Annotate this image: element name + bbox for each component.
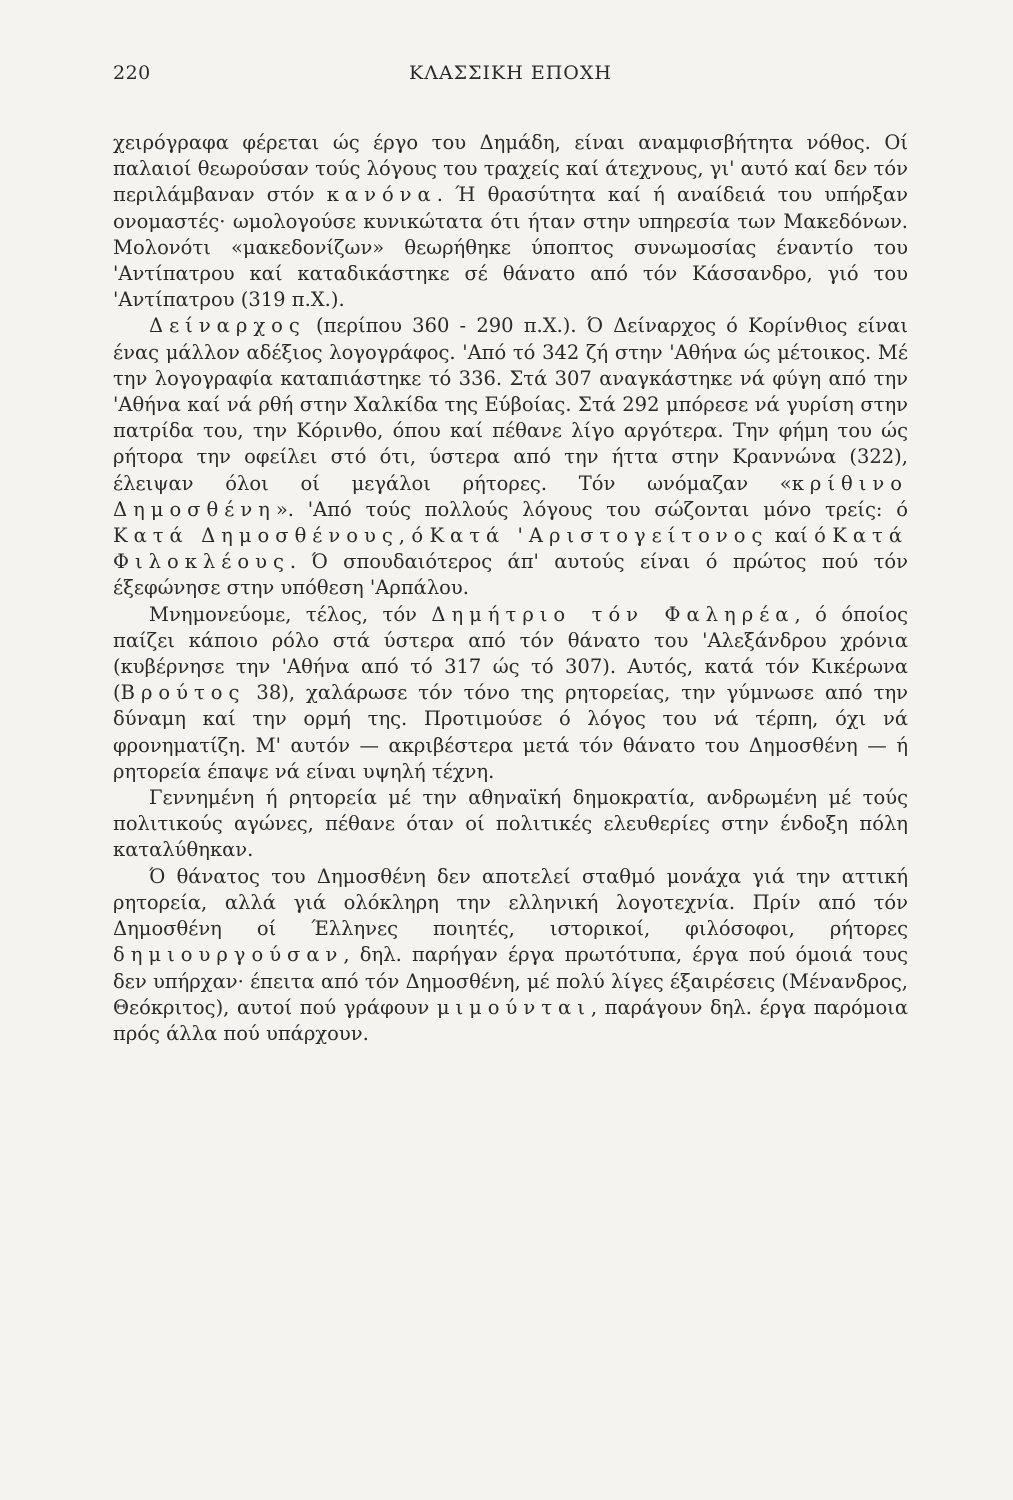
text-run: 38), χαλάρωσε τόν τόνο της ρητορείας, την γύμνωσε από την δύναμη καί την ορμή της. Προτιμούσε ό λόγος του νά τέρπη, όχι νά φρονηματίζη. Μ' αυτόν — ακριβέστερα μετά τόν θάνατο του Δημοσθένη — ή ρητορεία έπαψε νά είναι υψηλή τέχνη. bbox=[113, 681, 908, 783]
spaced-emphasis: κανόνα bbox=[326, 183, 437, 207]
spaced-emphasis: μιμούνται bbox=[436, 995, 591, 1019]
text-run: Γεννημένη ή ρητορεία μέ την αθηναϊκή δημοκρατία, ανδρωμένη μέ τούς πολιτικούς αγώνες, πέθανε όταν οί πολιτικές ελευθερίες στην ένδοξη πόλη καταλύθηκαν. bbox=[113, 786, 908, 862]
text-run: , ό όποίος παίζει κάποιο ρόλο στά ύστερα από τόν θάνατο του 'Αλεξάνδρου χρόνια (κυβέρνησε την 'Αθήνα από τό 317 ώς τό 307). Αυτός, κατά τόν Κικέρωνα ( bbox=[113, 602, 908, 705]
text-run: . Ό σπουδαιότερος άπ' αυτούς είναι ό πρώτος πού τόν έξεφώνησε στην υπόθεση 'Αρπάλου. bbox=[113, 550, 908, 600]
paragraph bbox=[113, 130, 908, 313]
text-run: , δηλ. παρήγαν έργα πρωτότυπα, έργα πού όμοιά τους δεν υπήρχαν· έπειτα από τόν Δημοσθένη, μέ πολύ λίγες έξαιρέσεις (Μένανδρος, Θεόκριτος), αυτοί πού γράφουν bbox=[113, 943, 908, 1019]
text-run: Ό θάνατος του Δημοσθένη δεν αποτελεί σταθμό μονάχα γιά την αττική ρητορεία, αλλά γιά ολόκληρη την ελληνική λογοτεχνία. Πρίν από τόν Δημοσθένη οί Έλληνες ποιητές, ιστορικοί, φιλόσοφοι, ρήτορες bbox=[113, 864, 908, 941]
spaced-emphasis: Κατά 'Αριστογείτονος bbox=[429, 524, 769, 548]
page-number: 220 bbox=[113, 62, 151, 84]
text-run: καί ό bbox=[768, 524, 833, 548]
spaced-emphasis: Δημήτριο τόν Φαληρέα bbox=[431, 602, 795, 626]
text-run: χειρόγραφα φέρεται ώς έργο του Δημάδη, είναι αναμφισβήτητα νόθος. Οί παλαιοί θεωρούσαν τούς λόγους του τραχείς καί άτεχνους, γι' αυτό καί δεν τόν περιλάμβαναν στόν bbox=[113, 131, 908, 207]
page-header bbox=[113, 62, 908, 92]
paragraph bbox=[113, 785, 908, 864]
text-run: (περίπου 360 - 290 π.Χ.). Ό Δείναρχος ό Κορίνθιος είναι ένας μάλλον αδέξιος λογογράφος. 'Από τό 342 ζή στην 'Αθήνα ώς μέτοικος. Μέ την λογογραφία καταπιάστηκε τό 336. Στά 307 αναγκάστηκε νά φύγη από την 'Αθήνα καί νά ρθή στην Χαλκίδα της Εύβοίας. Στά 292 μπόρεσε νά γυρίση στην πατρίδα του, την Κόρινθο, όπου καί πέθανε λίγο αργότερα. Την φήμη του ώς ρήτορα την οφείλει στό ότι, ύστερα από την ήττα στην Κραννώνα (322), έλειψαν όλοι οί μεγάλοι ρήτορες. Τόν ωνόμαζαν « bbox=[113, 314, 908, 495]
text-run: , ό bbox=[398, 524, 430, 548]
spaced-emphasis: Κατά Φιλοκλέους bbox=[113, 524, 908, 574]
text-run: ». 'Από τούς πολλούς λόγους του σώζονται μόνο τρείς: ό bbox=[275, 497, 908, 521]
spaced-emphasis: Δείναρχος bbox=[149, 314, 306, 338]
body-text bbox=[113, 130, 908, 1047]
spaced-emphasis: Κατά Δημοσθένους bbox=[113, 524, 399, 548]
spaced-emphasis: Βρούτος bbox=[120, 681, 246, 705]
paragraph bbox=[113, 313, 908, 601]
text-run: Μνημονεύομε, τέλος, τόν bbox=[149, 602, 432, 626]
text-run: . Ή θρασύτητα καί ή αναίδειά του υπήρξαν ονομαστές· ωμολογούσε κυνικώτατα ότι ήταν στην υπηρεσία των Μακεδόνων. Μολονότι «μακεδονίζων» θεωρήθηκε ύποπτος συνωμοσίας έναντίο του 'Αντίπατρου καί καταδικάστηκε σέ θάνατο από τόν Κάσσανδρο, γιό του 'Αντίπατρου (319 π.Χ.). bbox=[113, 183, 908, 312]
spaced-emphasis: κρίθινο Δημοσθένη bbox=[113, 471, 908, 521]
text-run: , παράγουν δηλ. έργα παρόμοια πρός άλλα πού υπάρχουν. bbox=[113, 995, 908, 1045]
paragraph bbox=[113, 864, 908, 1047]
paragraph bbox=[113, 602, 908, 785]
running-title: ΚΛΑΣΣΙΚΗ ΕΠΟΧΗ bbox=[409, 62, 612, 84]
spaced-emphasis: δημιουργούσαν bbox=[113, 943, 344, 967]
